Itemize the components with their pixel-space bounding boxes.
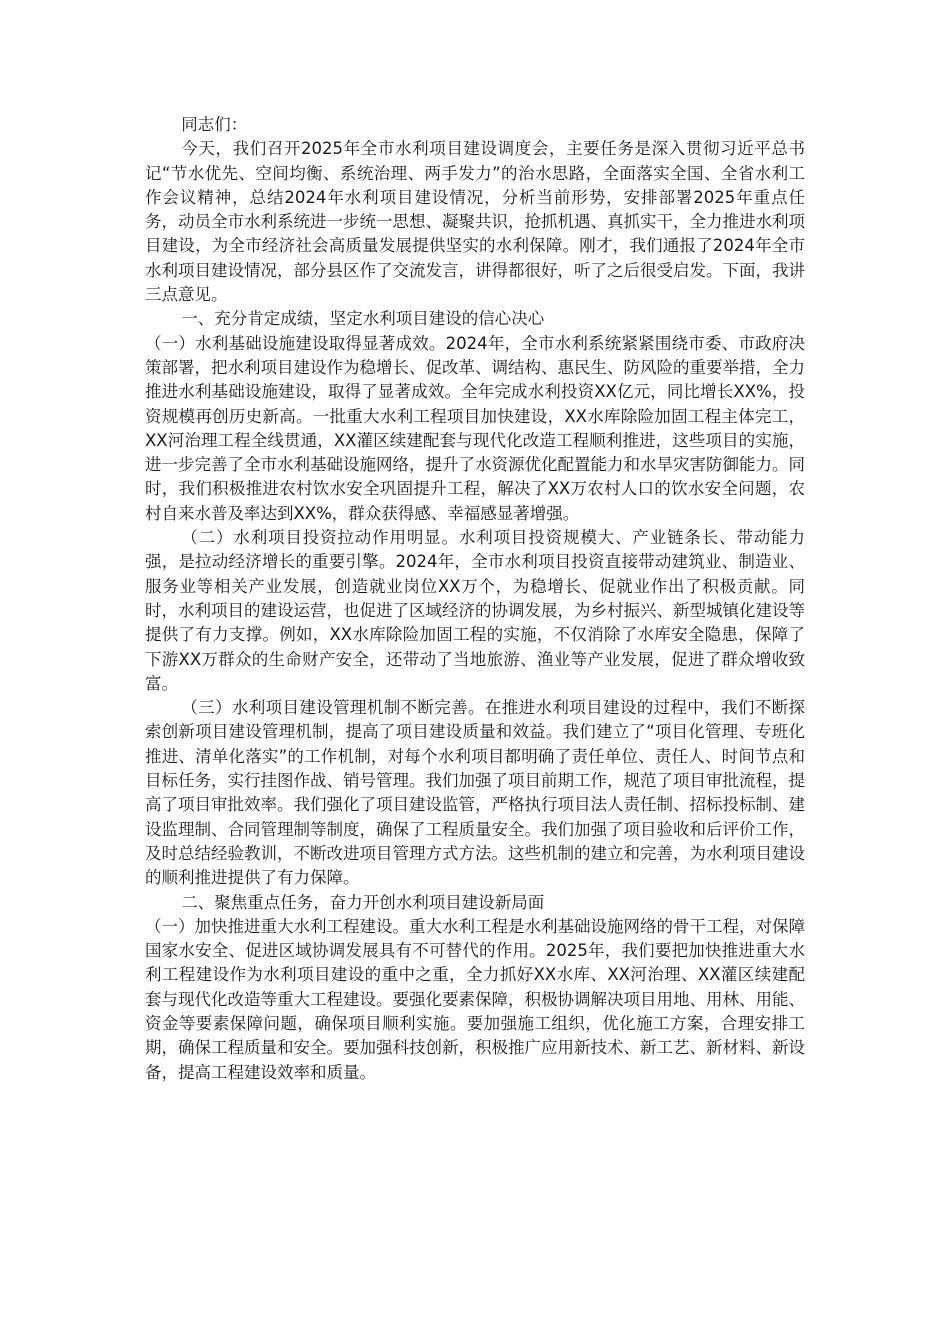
paragraph-1-2: （二）水利项目投资拉动作用明显。水利项目投资规模大、产业链条长、带动能力强，是拉动经济增长的重要引擎。2024年，全市水利项目投资直接带动建筑业、制造业、服务业等相关产业发展，创造就业岗位XX万个，为稳增长、促就业作出了积极贡献。同时，水利项目的建设运营，也促进了区域经济的协调发展，为乡村振兴、新型城镇化建设等提供了有力支撑。例如，XX水库除险加固工程的实施，不仅消除了水库安全隐患，保障了下游XX万群众的生命财产安全，还带动了当地旅游、渔业等产业发展，促进了群众增收致富。 [145, 528, 805, 693]
salutation: 同志们： [181, 115, 248, 134]
paragraph-opening: 今天，我们召开2025年全市水利项目建设调度会，主要任务是深入贯彻习近平总书记“节水优先、空间均衡、系统治理、两手发力”的治水思路，全面落实全国、全省水利工作会议精神，总结2024年水利项目建设情况，分析当前形势，安排部署2025年重点任务，动员全市水利系统进一步统一思想、凝聚共识，抢抓机遇、真抓实干，全力推进水利项目建设，为全市经济社会高质量发展提供坚实的水利保障。刚才，我们通报了2024年全市水利项目建设情况，部分县区作了交流发言，讲得都很好，听了之后很受启发。下面，我讲三点意见。 [145, 139, 805, 305]
section-heading-2: 二、聚焦重点任务，奋力开创水利项目建设新局面 [181, 892, 545, 912]
document-body [145, 113, 805, 1085]
paragraph-1-3: （三）水利项目建设管理机制不断完善。在推进水利项目建设的过程中，我们不断探索创新项目建设管理机制，提高了项目建设质量和效益。我们建立了“项目化管理、专班化推进、清单化落实”的工作机制，对每个水利项目都明确了责任单位、责任人、时间节点和目标任务，实行挂图作战、销号管理。我们加强了项目前期工作，规范了项目审批流程，提高了项目审批效率。我们强化了项目建设监管，严格执行项目法人责任制、招标投标制、建设监理制、合同管理制等制度，确保了工程质量安全。我们加强了项目验收和后评价工作，及时总结经验教训，不断改进项目管理方式方法。这些机制的建立和完善，为水利项目建设的顺利推进提供了有力保障。 [145, 698, 805, 888]
paragraph-2-1: （一）加快推进重大水利工程建设。重大水利工程是水利基础设施网络的骨干工程，对保障国家水安全、促进区域协调发展具有不可替代的作用。2025年，我们要把加快推进重大水利工程建设作为水利项目建设的重中之重，全力抓好XX水库、XX河治理、XX灌区续建配套与现代化改造等重大工程建设。要强化要素保障，积极协调解决项目用地、用林、用能、资金等要素保障问题，确保项目顺利实施。要加强施工组织，优化施工方案，合理安排工期，确保工程质量和安全。要加强科技创新，积极推广应用新技术、新工艺、新材料、新设备，提高工程建设效率和质量。 [145, 916, 805, 1082]
section-heading-1: 一、充分肯定成绩，坚定水利项目建设的信心决心 [181, 309, 545, 329]
paragraph-1-1: （一）水利基础设施建设取得显著成效。2024年，全市水利系统紧紧围绕市委、市政府决策部署，把水利项目建设作为稳增长、促改革、调结构、惠民生、防风险的重要举措，全力推进水利基础设施建设，取得了显著成效。全年完成水利投资XX亿元，同比增长XX%，投资规模再创历史新高。一批重大水利工程项目加快建设，XX水库除险加固工程主体完工，XX河治理工程全线贯通，XX灌区续建配套与现代化改造工程顺利推进，这些项目的实施，进一步完善了全市水利基础设施网络，提升了水资源优化配置能力和水旱灾害防御能力。同时，我们积极推进农村饮水安全巩固提升工程，解决了XX万农村人口的饮水安全问题，农村自来水普及率达到XX%，群众获得感、幸福感显著增强。 [145, 333, 805, 523]
